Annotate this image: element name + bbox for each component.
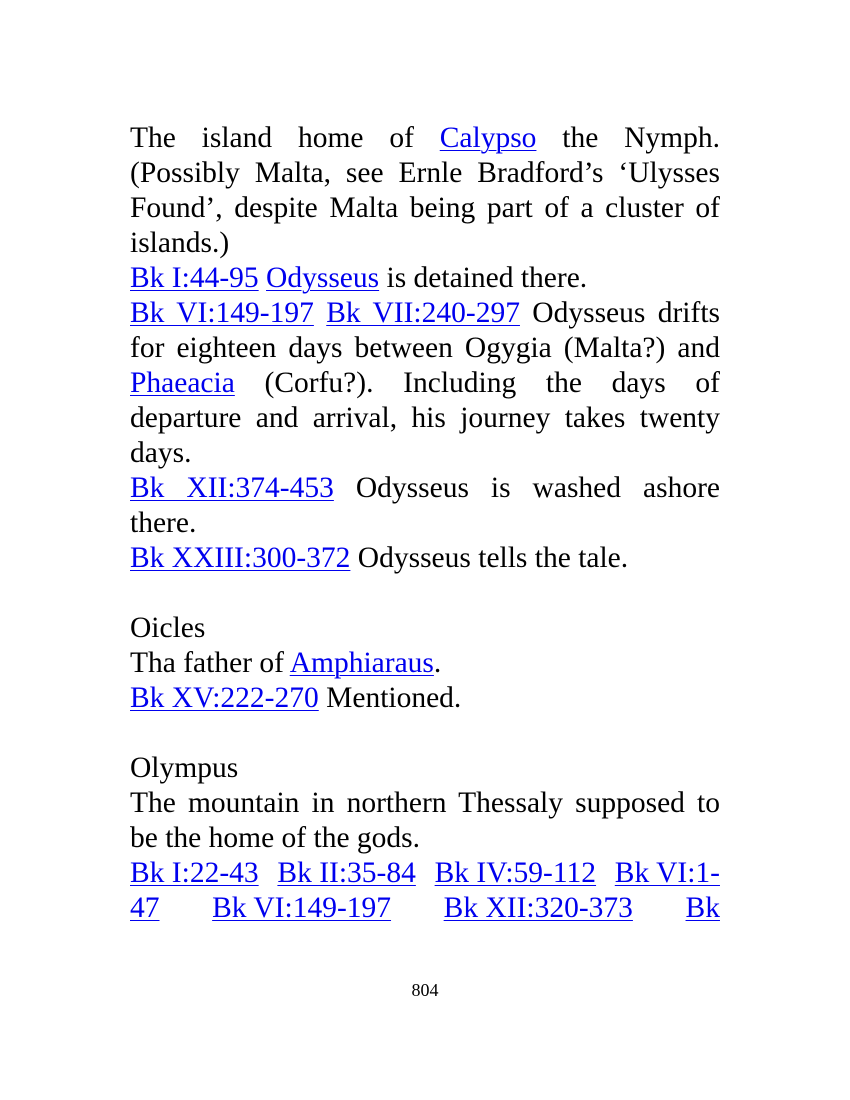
text-run: the Nymph. bbox=[536, 122, 720, 154]
link-bk-trailing[interactable]: Bk bbox=[685, 892, 720, 924]
link-bk-xxiii-300-372[interactable]: Bk XXIII:300-372 bbox=[130, 542, 351, 574]
entry-heading-olympus: Olympus bbox=[130, 752, 239, 784]
ogygia-description-line-3: Found’, despite Malta being part of a cluster of bbox=[130, 192, 720, 224]
link-phaeacia[interactable]: Phaeacia bbox=[130, 367, 235, 399]
link-bk-i-22-43[interactable]: Bk I:22-43 bbox=[130, 857, 259, 889]
link-odysseus[interactable]: Odysseus bbox=[266, 262, 380, 294]
ogygia-ref-line-4 bbox=[130, 365, 720, 401]
link-bk-vi-1-47-continued[interactable]: 47 bbox=[130, 892, 160, 924]
text-run: Odysseus tells the tale. bbox=[350, 542, 629, 574]
text-run: Odysseus is washed ashore bbox=[333, 472, 720, 504]
text-run: is detained there. bbox=[379, 262, 588, 294]
text-run: Mentioned. bbox=[318, 682, 462, 714]
ogygia-ref-line-6: days. bbox=[130, 437, 192, 469]
link-bk-ii-35-84[interactable]: Bk II:35-84 bbox=[277, 857, 416, 889]
entry-heading-oicles: Oicles bbox=[130, 612, 206, 644]
link-bk-i-44-95[interactable]: Bk I:44-95 bbox=[130, 262, 259, 294]
olympus-description-line-1: The mountain in northern Thessaly supposed to bbox=[130, 787, 720, 819]
link-bk-vi-149-197-olympus[interactable]: Bk VI:149-197 bbox=[212, 892, 392, 924]
ogygia-ref-line-7 bbox=[130, 470, 720, 506]
ogygia-ref-line-2 bbox=[130, 295, 720, 331]
link-amphiaraus[interactable]: Amphiaraus bbox=[289, 647, 434, 679]
ogygia-ref-line-8: there. bbox=[130, 507, 197, 539]
ogygia-ref-line-3: for eighteen days between Ogygia (Malta?) and bbox=[130, 332, 720, 364]
oicles-ref-line bbox=[130, 680, 720, 716]
link-bk-xv-222-270[interactable]: Bk XV:222-270 bbox=[130, 682, 319, 714]
olympus-ref-line-1 bbox=[130, 855, 720, 891]
ogygia-ref-line-1 bbox=[130, 260, 720, 296]
text-run bbox=[314, 297, 326, 329]
text-run: (Corfu?). Including the days of bbox=[234, 367, 720, 399]
link-bk-vi-1-47[interactable]: Bk VI:1- bbox=[614, 857, 720, 889]
link-bk-vii-240-297[interactable]: Bk VII:240-297 bbox=[326, 297, 520, 329]
text-run: The island home of bbox=[130, 122, 440, 154]
ogygia-ref-line-9 bbox=[130, 540, 720, 576]
link-bk-iv-59-112[interactable]: Bk IV:59-112 bbox=[434, 857, 597, 889]
link-bk-xii-320-373[interactable]: Bk XII:320-373 bbox=[443, 892, 633, 924]
ogygia-description-line-1 bbox=[130, 120, 720, 156]
oicles-description bbox=[130, 645, 720, 681]
ogygia-ref-line-5: departure and arrival, his journey takes twenty bbox=[130, 402, 720, 434]
link-bk-vi-149-197[interactable]: Bk VI:149-197 bbox=[130, 297, 314, 329]
text-run: Tha father of bbox=[130, 647, 290, 679]
link-bk-xii-374-453[interactable]: Bk XII:374-453 bbox=[130, 472, 334, 504]
link-calypso[interactable]: Calypso bbox=[439, 122, 537, 154]
olympus-ref-line-2 bbox=[130, 890, 720, 926]
page-number: 804 bbox=[411, 980, 439, 1000]
olympus-description-line-2: be the home of the gods. bbox=[130, 822, 421, 854]
ogygia-description-line-2: (Possibly Malta, see Ernle Bradford’s ‘Ulysses bbox=[130, 157, 720, 189]
text-run bbox=[259, 262, 266, 294]
text-run: Odysseus drifts bbox=[519, 297, 720, 329]
ogygia-description-line-4: islands.) bbox=[130, 227, 230, 259]
text-run: . bbox=[433, 647, 442, 679]
